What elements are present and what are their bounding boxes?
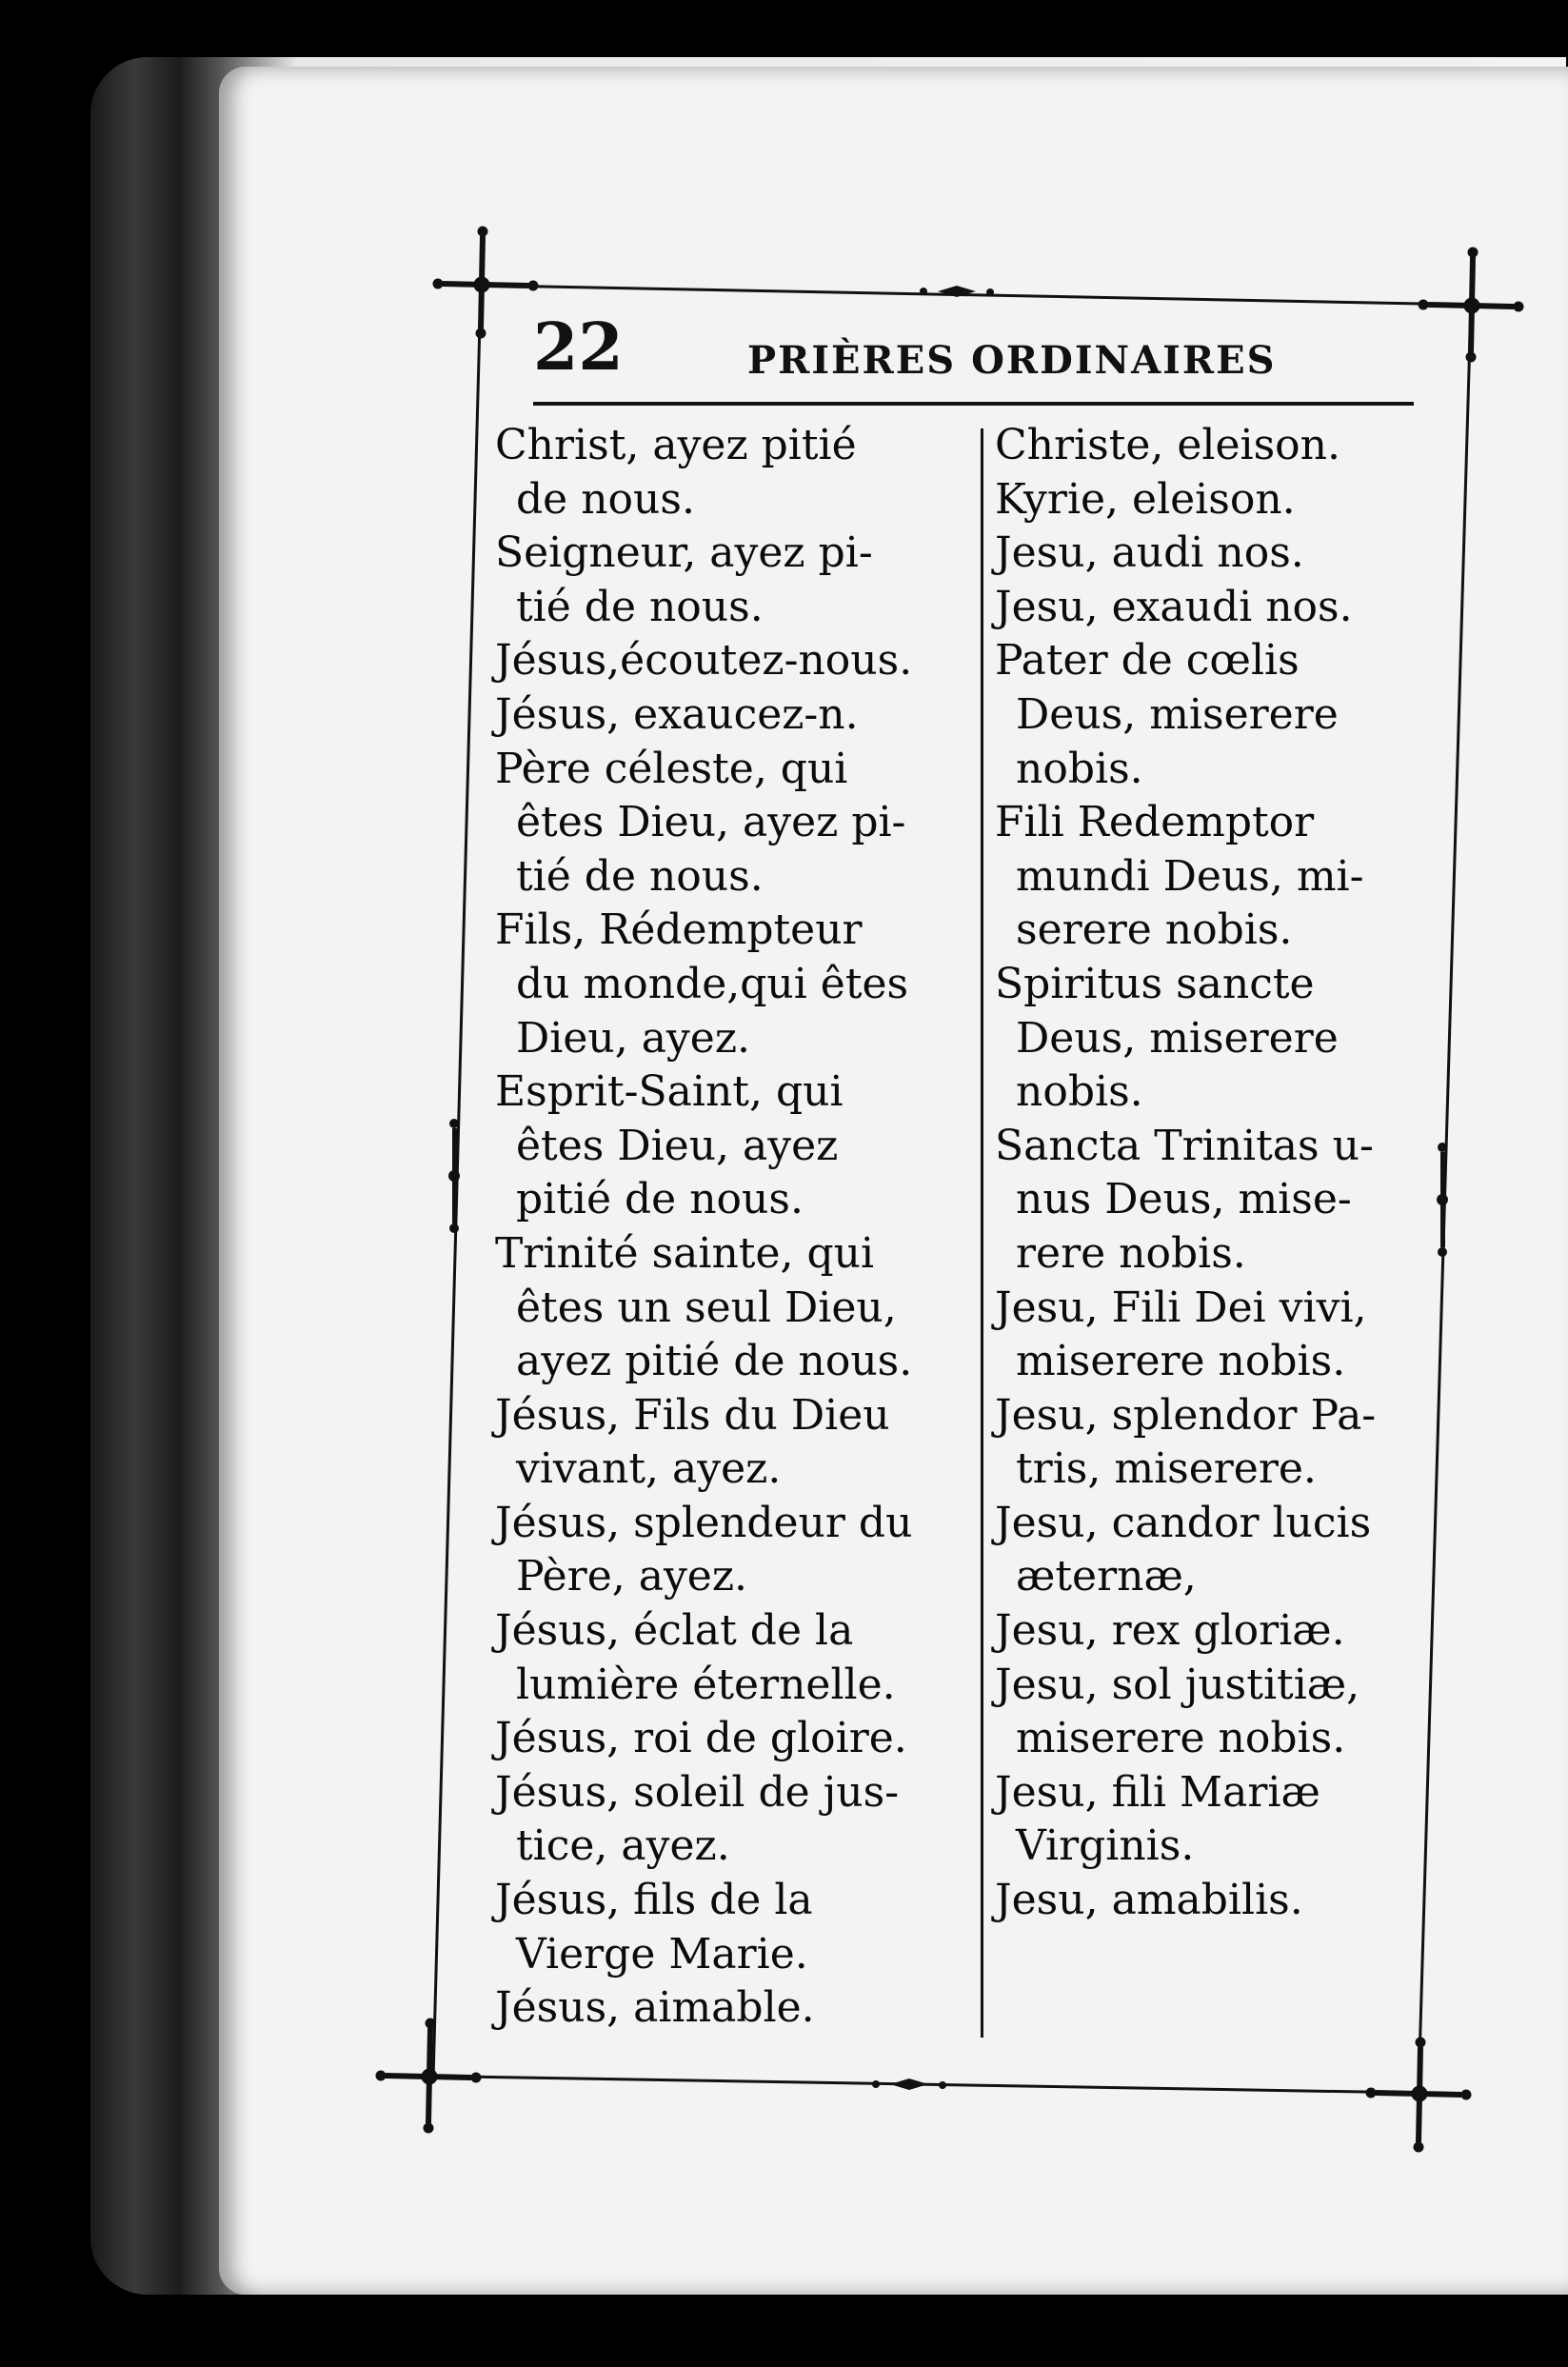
entry-line: ayez pitié de nous. — [516, 1337, 913, 1386]
entry-line: Esprit-Saint, qui — [495, 1067, 844, 1117]
page-number: 22 — [533, 309, 624, 386]
latin-invocation — [995, 958, 1414, 1120]
entry-line: Jesu, splendor Pa- — [995, 1390, 1377, 1440]
entry-line: du monde,qui êtes — [516, 959, 909, 1008]
french-invocation — [495, 904, 966, 1065]
entry-line: Père, ayez. — [516, 1552, 748, 1601]
latin-invocation — [995, 634, 1414, 796]
french-invocation — [495, 1766, 966, 1874]
entry-line: Jésus, Fils du Dieu — [495, 1390, 890, 1440]
entry-line: Jesu, Fili Dei vivi, — [995, 1283, 1367, 1332]
corner-ornament-top-left — [433, 227, 538, 338]
entry-line: Jésus, éclat de la — [495, 1606, 854, 1656]
latin-invocation — [995, 1659, 1414, 1766]
latin-invocation — [995, 1766, 1414, 1874]
entry-line: Jesu, rex gloriæ. — [995, 1606, 1345, 1656]
entry-line: tié de nous. — [516, 851, 764, 901]
entry-line: Jésus, fils de la — [495, 1876, 813, 1925]
entry-line: êtes un seul Dieu, — [516, 1283, 897, 1332]
entry-line: tié de nous. — [516, 582, 764, 631]
entry-line: Jesu, candor lucis — [995, 1498, 1372, 1547]
entry-line: Trinité sainte, qui — [495, 1228, 875, 1278]
entry-line: tris, miserere. — [1016, 1444, 1317, 1494]
french-invocation — [495, 419, 966, 527]
entry-line: Seigneur, ayez pi- — [495, 528, 873, 578]
french-invocation — [495, 1389, 966, 1497]
french-invocation — [495, 1712, 966, 1766]
entry-line: Spiritus sancte — [995, 959, 1315, 1008]
entry-line: serere nobis. — [1016, 905, 1293, 955]
entry-line: Jesu, fili Mariæ — [995, 1767, 1320, 1817]
entry-line: rere nobis. — [1016, 1228, 1246, 1278]
entry-line: êtes Dieu, ayez — [516, 1121, 839, 1170]
latin-invocation — [995, 1389, 1414, 1497]
french-invocation — [495, 634, 966, 688]
entry-line: Jésus, roi de gloire. — [495, 1714, 907, 1763]
entry-line: nobis. — [1016, 744, 1143, 793]
french-invocation — [495, 1227, 966, 1389]
entry-line: Jésus, exaucez-n. — [495, 689, 859, 739]
entry-line: nus Deus, mise- — [1016, 1175, 1352, 1224]
french-invocation — [495, 1981, 966, 2036]
latin-invocation — [995, 1282, 1414, 1389]
entry-line: Christe, eleison. — [995, 421, 1340, 469]
entry-line: Vierge Marie. — [516, 1929, 808, 1979]
french-invocation — [495, 1065, 966, 1227]
corner-ornament-top-right — [1419, 248, 1523, 362]
entry-line: æternæ, — [1016, 1552, 1197, 1601]
entry-line: êtes Dieu, ayez pi- — [516, 798, 906, 847]
latin-invocation — [995, 473, 1414, 527]
entry-line: miserere nobis. — [1016, 1337, 1346, 1386]
entry-line: de nous. — [516, 474, 695, 524]
french-invocation — [495, 527, 966, 634]
entry-line: Deus, miserere — [1016, 1013, 1339, 1063]
entry-line: Christ, ayez pitié — [495, 421, 857, 469]
latin-column — [995, 419, 1414, 1928]
entry-line: Fili Redemptor — [995, 798, 1315, 847]
entry-line: Fils, Rédempteur — [495, 905, 863, 955]
entry-line: Jésus, splendeur du — [495, 1498, 913, 1547]
entry-line: Jesu, amabilis. — [995, 1876, 1303, 1925]
entry-line: mundi Deus, mi- — [1016, 851, 1364, 901]
entry-line: nobis. — [1016, 1067, 1143, 1117]
latin-invocation — [995, 527, 1414, 581]
latin-invocation — [995, 1120, 1414, 1282]
latin-invocation — [995, 1497, 1414, 1604]
header-rule — [533, 402, 1414, 406]
entry-line: miserere nobis. — [1016, 1714, 1346, 1763]
entry-line: Jésus,écoutez-nous. — [495, 636, 913, 686]
entry-line: Jésus, soleil de jus- — [495, 1767, 900, 1817]
entry-line: Père céleste, qui — [495, 744, 848, 793]
entry-line: pitié de nous. — [516, 1175, 804, 1224]
entry-line: Dieu, ayez. — [516, 1013, 750, 1063]
entry-line: vivant, ayez. — [516, 1444, 782, 1494]
entry-line: Pater de cœlis — [995, 636, 1300, 686]
french-invocation — [495, 1604, 966, 1712]
french-invocation — [495, 1497, 966, 1604]
french-column — [495, 419, 966, 2036]
latin-invocation — [995, 1874, 1414, 1928]
latin-invocation — [995, 581, 1414, 635]
entry-line: Sancta Trinitas u- — [995, 1121, 1374, 1170]
entry-line: lumière éternelle. — [516, 1660, 896, 1709]
latin-invocation — [995, 796, 1414, 958]
latin-invocation — [995, 419, 1414, 473]
corner-ornament-bottom-left — [376, 2019, 481, 2133]
column-divider — [981, 428, 983, 2038]
french-invocation — [495, 1874, 966, 1981]
entry-line: Kyrie, eleison. — [995, 474, 1296, 524]
latin-invocation — [995, 1604, 1414, 1659]
running-head: PRIÈRES ORDINAIRES — [747, 338, 1277, 383]
entry-line: Jesu, audi nos. — [995, 528, 1304, 578]
entry-line: Virginis. — [1016, 1821, 1195, 1871]
french-invocation — [495, 688, 966, 743]
entry-line: Jesu, exaudi nos. — [995, 582, 1353, 631]
entry-line: tice, ayez. — [516, 1821, 730, 1871]
corner-ornament-bottom-right — [1366, 2038, 1471, 2152]
french-invocation — [495, 743, 966, 905]
entry-line: Jesu, sol justitiæ, — [995, 1660, 1360, 1709]
entry-line: Deus, miserere — [1016, 689, 1339, 739]
entry-line: Jésus, aimable. — [495, 1983, 815, 2033]
